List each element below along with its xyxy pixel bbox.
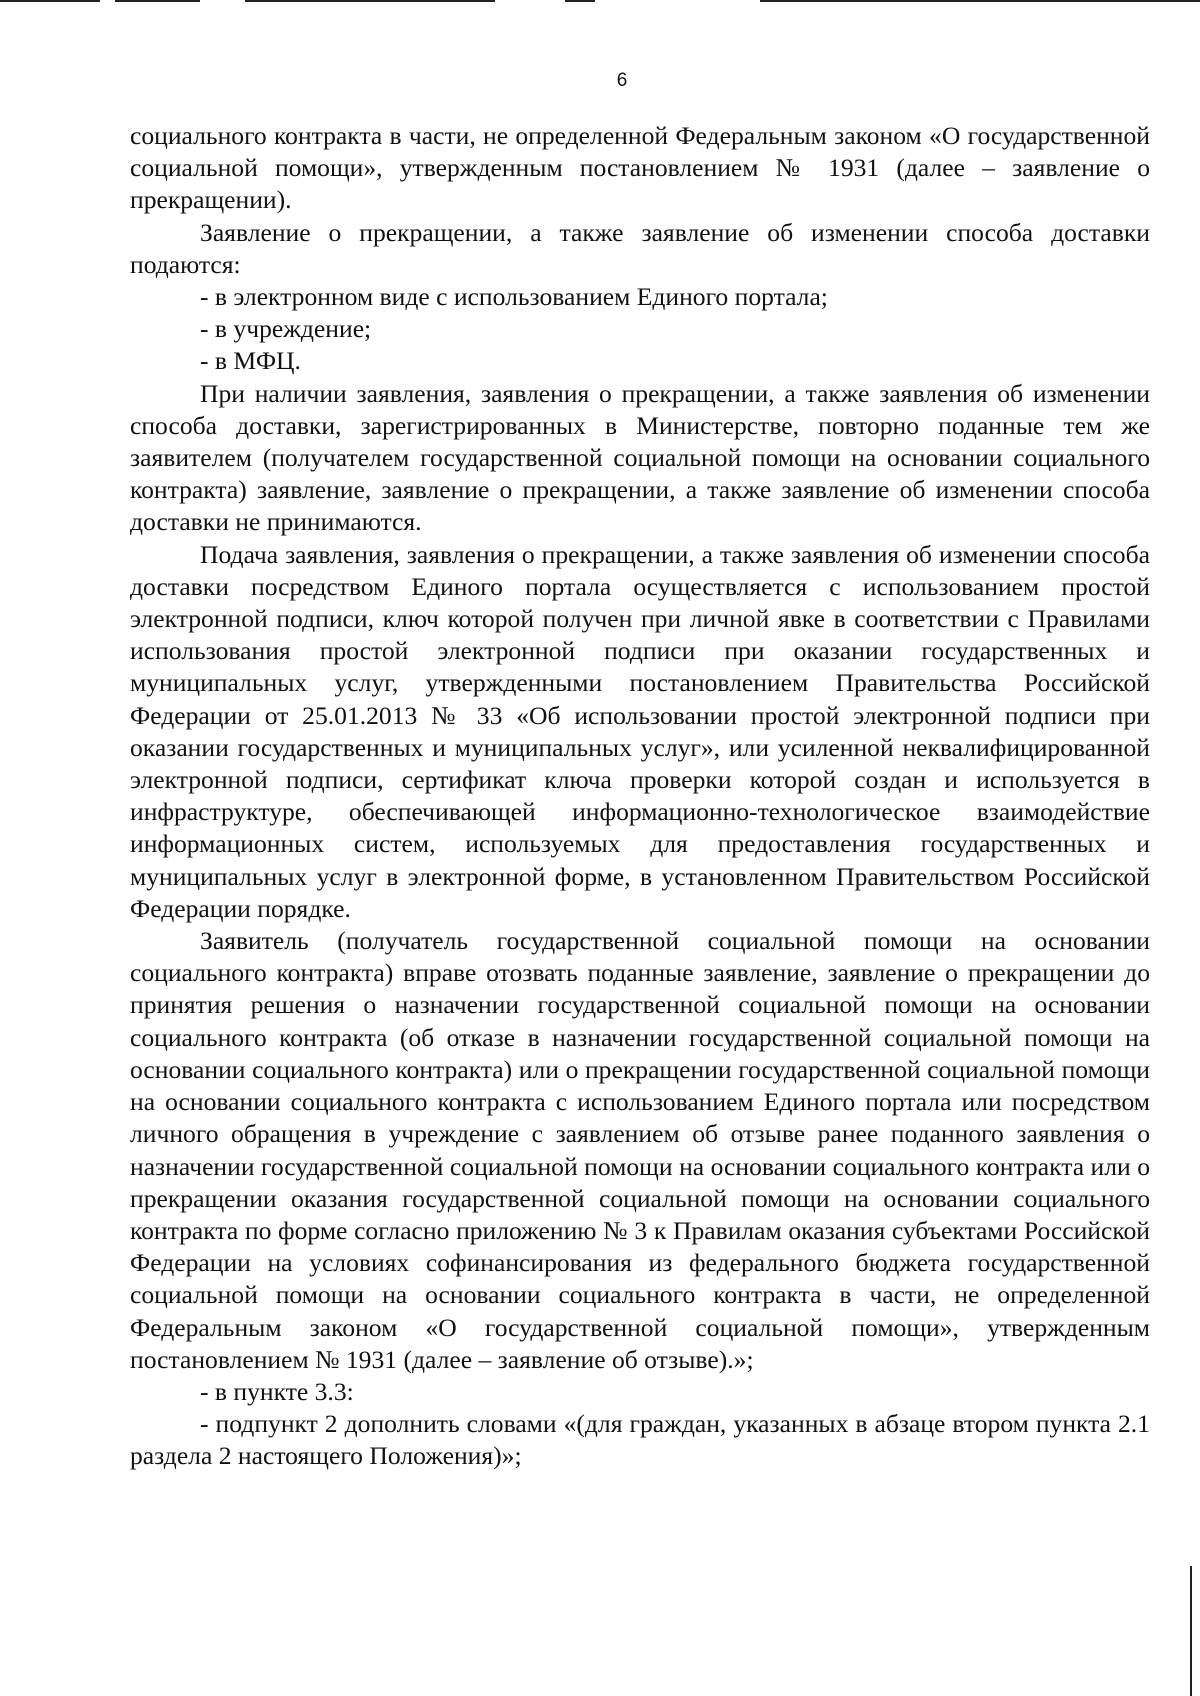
- list-item: - в МФЦ.: [200, 346, 301, 376]
- paragraph: - подпункт 2 дополнить словами «(для граждан, указанных в абзаце втором пункта 2.1 раздела 2 настоящего Положения)»;: [130, 1409, 1150, 1471]
- scan-edge-artifact: [0, 0, 1200, 6]
- list-item: - в электронном виде с использованием Единого портала;: [200, 282, 828, 312]
- list-item: - в учреждение;: [200, 314, 372, 344]
- paragraph: Заявление о прекращении, а также заявление об изменении способа доставки подаются:: [130, 217, 1150, 279]
- paragraph: Заявитель (получатель государственной социальной помощи на основании социального контракта) вправе отозвать поданные заявление, заявление о прекращении до принятия решения о назначении государственной социальной помощи на основании социального контракта (об отказе в назначении государственной социальной помощи на основании социального контракта) или о прекращении государственной социальной помощи на основании социального контракта с использованием Единого портала или посредством личного обращения в учреждение с заявлением об отзыве ранее поданного заявления о назначении государственной социальной помощи на основании социального контракта или о прекращении оказания государственной социальной помощи на основании социального контракта по форме согласно приложению № 3 к Правилам оказания субъектами Российской Федерации на условиях софинансирования из федерального бюджета государственной социальной помощи на основании социального контракта в части, не определенной Федеральным законом «О государственной социальной помощи», утвержденным постановлением № 1931 (далее – заявление об отзыве).»;: [130, 926, 1150, 1374]
- paragraph: Подача заявления, заявления о прекращении, а также заявления об изменении способа доставки посредством Единого портала осуществляется с использованием простой электронной подписи, ключ которой получен при личной явке в соответствии с Правилами использования простой электронной подписи при оказании государственных и муниципальных услуг, утвержденными постановлением Правительства Российской Федерации от 25.01.2013 № 33 «Об использовании простой электронной подписи при оказании государственных и муниципальных услуг», или усиленной неквалифицированной электронной подписи, сертификат ключа проверки которой создан и используется в инфраструктуре, обеспечивающей информационно-технологическое взаимодействие информационных систем, используемых для предоставления государственных и муниципальных услуг в электронной форме, в установленном Правительством Российской Федерации порядке.: [130, 539, 1150, 923]
- paragraph: При наличии заявления, заявления о прекращении, а также заявления об изменении способа доставки, зарегистрированных в Министерстве, повторно поданные тем же заявителем (получателем государственной социальной помощи на основании социального контракта) заявление, заявление о прекращении, а также заявление об изменении способа доставки не принимаются.: [130, 378, 1150, 537]
- paragraph-continuation: социального контракта в части, не определенной Федеральным законом «О государственной социальной помощи», утвержденным постановлением № 1931 (далее – заявление о прекращении).: [130, 121, 1150, 215]
- list-item: - в пункте 3.3:: [200, 1376, 354, 1406]
- page-number: 6: [616, 70, 628, 91]
- document-body: [130, 120, 1150, 1473]
- scan-edge-artifact: [1190, 1566, 1200, 1696]
